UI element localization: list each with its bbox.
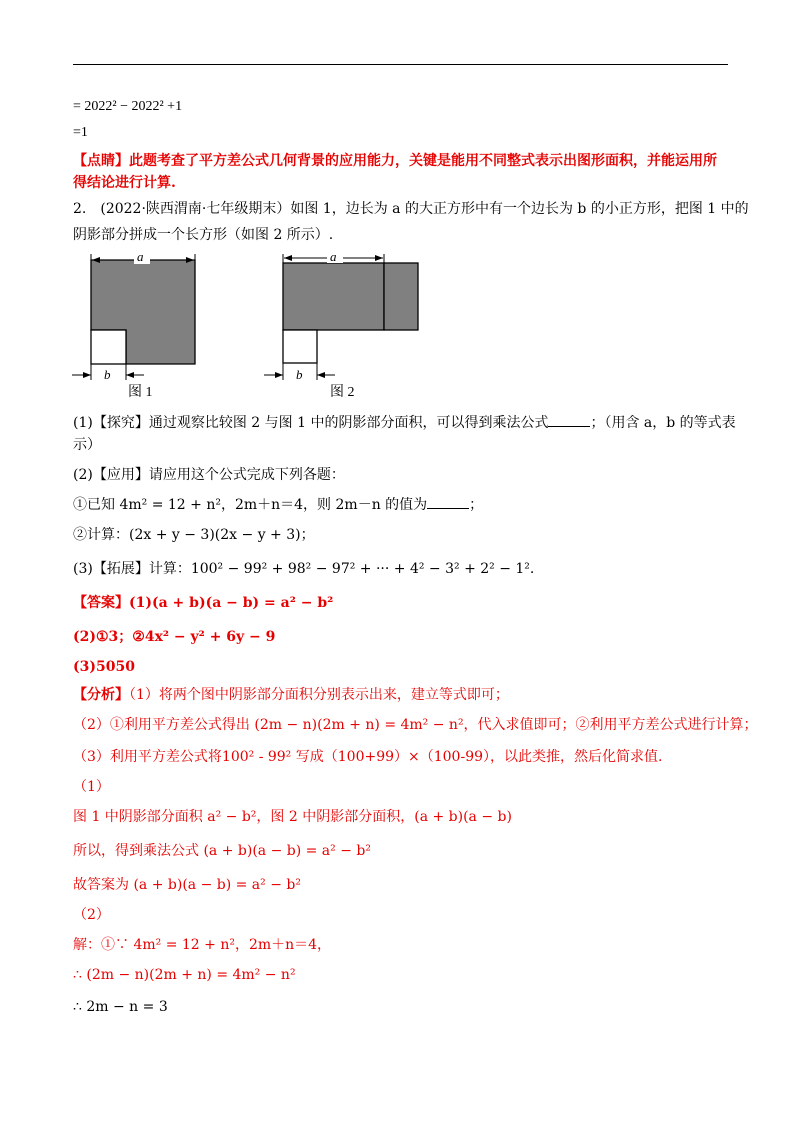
analysis-line-1 — [73, 686, 509, 704]
fig1-caption: 图 1 — [128, 385, 153, 400]
answer-line-1 — [73, 594, 333, 612]
analysis-2: （2）①利用平方差公式得出 (2m − n)(2m + n) = 4m² − n²，代入求值即可；②利用平方差公式进行计算； — [73, 717, 758, 733]
solution-line-2: 所以，得到乘法公式 (a + b)(a − b) = a² − b² — [73, 843, 371, 859]
fig2-label-b: b — [296, 367, 303, 382]
fig2-caption: 图 2 — [330, 385, 355, 400]
answer-tag: 【答案】 — [73, 595, 129, 611]
fig1-label-b: b — [104, 367, 111, 382]
question-1-blank — [548, 414, 590, 427]
question-1-line — [73, 414, 736, 432]
question-2-head: (2)【应用】请应用这个公式完成下列各题： — [73, 467, 345, 483]
question-1-text: (1)【探究】通过观察比较图 2 与图 1 中的阴影部分面积，可以得到乘法公式 — [73, 415, 549, 431]
fig1-label-a: a — [137, 250, 144, 264]
solution-line-5: ∴ (2m − n)(2m + n) = 4m² − n² — [73, 967, 296, 983]
question-2-2: ②计算：(2x + y − 3)(2x − y + 3)； — [73, 527, 315, 543]
comment-text-2: 得结论进行计算. — [73, 175, 176, 191]
problem-stem-1: 2. (2022·陕西渭南·七年级期末）如图 1，边长为 a 的大正方形中有一个边长为 b 的小正方形，把图 1 中的 — [73, 201, 749, 217]
solution-part-1: （1） — [73, 779, 110, 795]
fig2-rect-left — [283, 263, 384, 330]
solution-line-4: 解：①∵ 4m² = 12 + n²，2m＋n＝4， — [73, 937, 332, 953]
solution-line-1: 图 1 中阴影部分面积 a² − b²，图 2 中阴影部分面积，(a + b)(a − b) — [73, 809, 512, 825]
solution-part-2: （2） — [73, 907, 110, 923]
solution-line-3: 故答案为 (a + b)(a − b) = a² − b² — [73, 877, 301, 893]
analysis-1: （1）将两个图中阴影部分面积分别表示出来，建立等式即可； — [129, 687, 509, 703]
figure-2 — [262, 250, 432, 404]
prev-solution-line-1: = 2022² − 2022² +1 — [73, 99, 183, 114]
solution-line-6: ∴ 2m − n = 3 — [73, 999, 168, 1015]
problem-stem-2: 阴影部分拼成一个长方形（如图 2 所示）. — [73, 227, 334, 243]
question-3: (3)【拓展】计算：100² − 99² + 98² − 97² + ··· + 4² − 3² + 2² − 1². — [73, 561, 535, 577]
prev-solution-line-2: =1 — [73, 125, 88, 140]
question-2-1-text: ①已知 4m² = 12 + n²，2m＋n＝4，则 2m－n 的值为 — [73, 497, 428, 513]
question-2-1-tail: ； — [469, 497, 484, 513]
answer-3: (3)5050 — [73, 659, 135, 675]
fig2-rect-right — [384, 263, 418, 330]
question-2-1-blank — [427, 496, 469, 509]
header-rule — [73, 64, 728, 65]
comment-tag: 【点睛】 — [73, 153, 129, 169]
question-1-line-2: 示） — [73, 437, 101, 453]
fig2-label-a: a — [330, 250, 337, 264]
fig2-blank-square — [283, 330, 317, 363]
comment-text-1: 此题考查了平方差公式几何背景的应用能力，关键是能用不同整式表示出图形面积，并能运用所 — [129, 153, 717, 169]
comment-paragraph — [73, 150, 731, 194]
fig1-small-square — [91, 330, 126, 364]
figure-1 — [70, 250, 210, 404]
question-1-tail: ；（用含 a，b 的等式表 — [590, 415, 736, 431]
answer-2: (2)①3；②4x² − y² + 6y − 9 — [73, 629, 276, 645]
answer-1: (1)(a + b)(a − b) = a² − b² — [129, 595, 334, 611]
analysis-3: （3）利用平方差公式将100² - 99² 写成（100+99）×（100-99），以此类推，然后化简求值. — [73, 749, 663, 765]
analysis-tag: 【分析】 — [73, 687, 129, 703]
question-2-1-line — [73, 496, 483, 514]
